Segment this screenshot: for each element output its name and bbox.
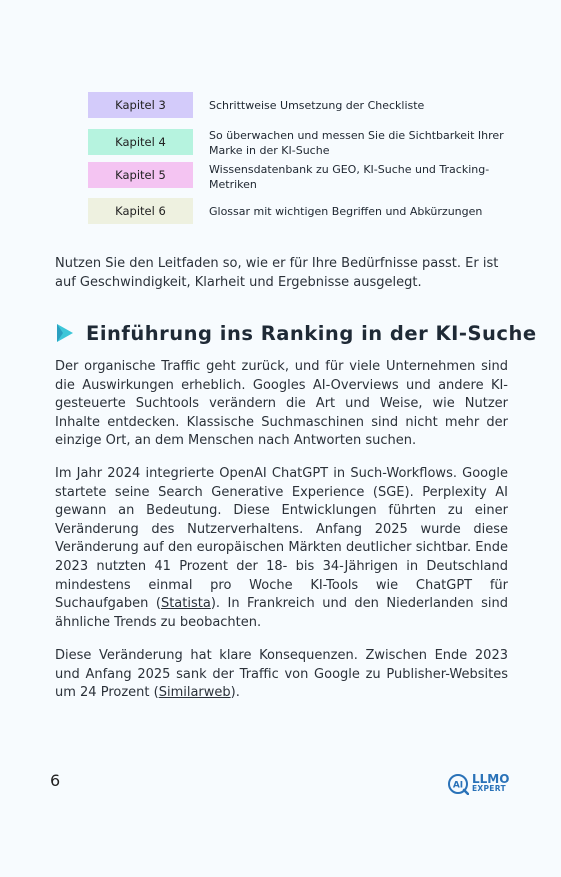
chapter-badge: Kapitel 3 xyxy=(88,92,193,118)
logo-line1: LLMO xyxy=(472,772,510,786)
intro-paragraph: Nutzen Sie den Leitfaden so, wie er für Ihre Bedürfnisse passt. Er ist auf Geschwindigkeit, Klarheit und Ergebnisse ausgelegt. xyxy=(55,256,499,290)
statista-link[interactable]: Statista xyxy=(160,596,211,612)
chapter-description: So überwachen und messen Sie die Sichtbarkeit Ihrer Marke in der KI-Suche xyxy=(209,129,504,157)
llmo-expert-logo xyxy=(447,772,509,796)
chapter-description: Wissensdatenbank zu GEO, KI-Suche und Tracking-Metriken xyxy=(209,163,490,191)
paragraph-text: ). In Frankreich und den Niederlanden sind ähnliche Trends zu beobachten. xyxy=(55,596,508,630)
ai-logo-icon xyxy=(447,773,469,795)
paragraph-3 xyxy=(55,647,508,703)
paragraph-text: Im Jahr 2024 integrierte OpenAI ChatGPT in Such-Workflows. Google startete seine Search Generative Experience (SGE). Perplexity AI gewann an Bedeutung. Diese Entwicklungen führten zu einer Veränderung des Nutzerverhaltens. Anfang 2025 wurde diese Veränderung auf den europäischen Märkten deutlicher sichtbar. Ende 2023 nutzten 41 Prozent der 18- bis 34-Jährigen in Deutschland mindestens einmal pro Woche KI-Tools wie ChatGPT für Suchaufgaben ( xyxy=(55,466,508,612)
similarweb-link[interactable]: Similarweb xyxy=(158,685,231,701)
page-number: 6 xyxy=(50,771,61,790)
chapter-badge: Kapitel 6 xyxy=(88,198,193,224)
section-title: Einführung ins Ranking in der KI-Suche xyxy=(86,321,537,345)
chapter-badge: Kapitel 4 xyxy=(88,129,193,155)
logo-text xyxy=(472,774,509,794)
paragraph-1: Der organische Traffic geht zurück, und für viele Unternehmen sind die Auswirkungen erheblich. Googles AI-Overviews und andere KI-gesteuerte Suchtools verändern die Art und Weise, wie Nutzer Inhalte entdecken. Klassische Suchmaschinen sind nicht mehr der einzige Ort, an dem Menschen nach Antworten suchen. xyxy=(55,359,508,449)
chapter-description: Glossar mit wichtigen Begriffen und Abkürzungen xyxy=(209,205,483,218)
section-heading xyxy=(55,319,537,347)
paragraph-2 xyxy=(55,465,508,632)
play-triangle-icon xyxy=(55,323,74,343)
logo-mark: AI xyxy=(452,780,464,791)
chapter-badge: Kapitel 5 xyxy=(88,162,193,188)
logo-line2: EXPERT xyxy=(472,784,506,793)
chapter-description: Schrittweise Umsetzung der Checkliste xyxy=(209,99,425,112)
paragraph-text: Diese Veränderung hat klare Konsequenzen. Zwischen Ende 2023 und Anfang 2025 sank der Traffic von Google zu Publisher-Websites um 24 Prozent ( xyxy=(55,648,508,701)
paragraph-text: ). xyxy=(230,685,240,701)
